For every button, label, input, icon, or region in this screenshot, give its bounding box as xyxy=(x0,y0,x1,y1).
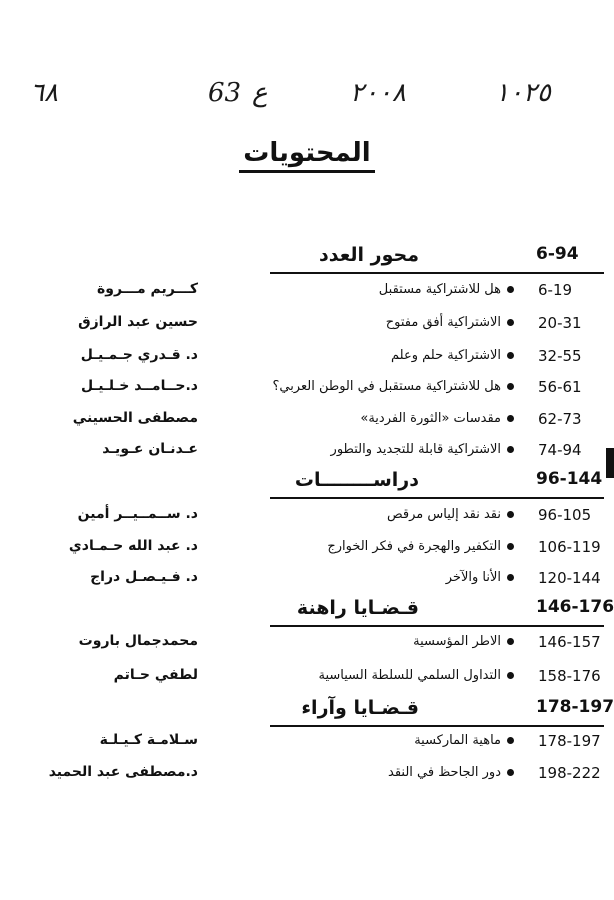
handwritten-catalog-number: ١٠٢٥ xyxy=(495,78,551,108)
section-pages: 146-176 xyxy=(536,597,614,617)
toc-entry xyxy=(0,506,614,532)
entry-title xyxy=(327,539,514,554)
toc-section xyxy=(0,244,614,274)
toc-section xyxy=(0,697,614,727)
toc-entry xyxy=(0,667,614,693)
entry-pages: 62-73 xyxy=(538,410,582,428)
toc-entry xyxy=(0,732,614,758)
page-title xyxy=(0,138,614,173)
section-pages: 6-94 xyxy=(536,244,579,264)
entry-pages: 56-61 xyxy=(538,378,582,396)
entry-author: عـدنـان عـويـد xyxy=(102,441,198,457)
section-underline xyxy=(270,725,604,727)
toc-entry xyxy=(0,569,614,595)
entry-title-text: الاطر المؤسسية xyxy=(413,634,501,649)
section-underline xyxy=(270,497,604,499)
handwritten-issue-letter: ع xyxy=(252,78,268,108)
entry-title-text: التداول السلمي للسلطة السياسية xyxy=(318,668,501,683)
entry-pages: 20-31 xyxy=(538,314,582,332)
page-title-text: المحتويات xyxy=(239,138,374,173)
entry-author: د.حــامــد خـلـيـل xyxy=(81,378,198,394)
toc-entry xyxy=(0,378,614,404)
entry-pages: 146-157 xyxy=(538,633,601,651)
toc-entry xyxy=(0,538,614,564)
toc-entry xyxy=(0,764,614,790)
section-underline xyxy=(270,625,604,627)
entry-title-text: الاشتراكية حلم وعلم xyxy=(391,348,501,363)
entry-title-text: التكفير والهجرة في فكر الخوارج xyxy=(327,539,501,554)
section-pages: 178-197 xyxy=(536,697,614,717)
bullet-icon xyxy=(507,352,514,359)
toc-section xyxy=(0,597,614,627)
bullet-icon xyxy=(507,543,514,550)
toc-entry xyxy=(0,314,614,340)
entry-title-text: الأنا والآخر xyxy=(445,570,501,585)
entry-title-text: الاشتراكية قابلة للتجديد والتطور xyxy=(330,442,501,457)
toc-section xyxy=(0,469,614,499)
entry-title-text: هل للاشتراكية مستقبل في الوطن العربي؟ xyxy=(272,379,501,394)
bullet-icon xyxy=(507,319,514,326)
entry-author: د. قـدري جـمـيـل xyxy=(80,347,198,363)
section-title: محور العدد xyxy=(318,244,419,266)
scan-edge-mark xyxy=(606,448,614,478)
bullet-icon xyxy=(507,769,514,776)
entry-author: د.مصطفى عبد الحميد xyxy=(48,764,198,780)
section-pages: 96-144 xyxy=(536,469,603,489)
entry-title-text: مقدسات «الثورة الفردية» xyxy=(360,411,501,426)
section-underline xyxy=(270,272,604,274)
toc-entry xyxy=(0,410,614,436)
entry-pages: 32-55 xyxy=(538,347,582,365)
entry-title xyxy=(331,442,514,457)
entry-pages: 178-197 xyxy=(538,732,601,750)
entry-title xyxy=(386,315,514,330)
entry-pages: 74-94 xyxy=(538,441,582,459)
entry-pages: 106-119 xyxy=(538,538,601,556)
entry-author: د. ســمــيــر أمين xyxy=(77,506,198,522)
bullet-icon xyxy=(507,446,514,453)
entry-title xyxy=(413,634,514,649)
entry-title-text: دور الجاحظ في النقد xyxy=(388,765,501,780)
bullet-icon xyxy=(507,286,514,293)
entry-pages: 96-105 xyxy=(538,506,592,524)
toc-entry xyxy=(0,281,614,307)
entry-author: حسين عبد الرازق xyxy=(78,314,198,330)
entry-pages: 158-176 xyxy=(538,667,601,685)
toc-entry xyxy=(0,441,614,467)
bullet-icon xyxy=(507,383,514,390)
handwritten-issue-number: 63 xyxy=(208,78,242,108)
entry-pages: 6-19 xyxy=(538,281,573,299)
entry-title-text: ماهية الماركسية xyxy=(414,733,501,748)
entry-title xyxy=(272,379,514,394)
entry-title xyxy=(446,570,514,585)
entry-pages: 198-222 xyxy=(538,764,601,782)
bullet-icon xyxy=(507,415,514,422)
entry-title xyxy=(360,411,514,426)
bullet-icon xyxy=(507,672,514,679)
entry-title xyxy=(391,348,514,363)
handwritten-page-number: ٦٨ xyxy=(30,78,58,108)
entry-title xyxy=(387,507,514,522)
entry-author: سـلامـة كـيـلـة xyxy=(99,732,198,748)
section-title: قـضـايا وآراء xyxy=(301,697,419,719)
entry-author: د. فـيـصـل دراج xyxy=(90,569,198,585)
entry-title xyxy=(318,668,514,683)
bullet-icon xyxy=(507,737,514,744)
entry-title xyxy=(414,733,514,748)
section-title: دراســــــــات xyxy=(294,469,419,491)
entry-author: لطفي حـاتم xyxy=(113,667,198,683)
handwritten-year: ٢٠٠٨ xyxy=(350,78,406,108)
entry-pages: 120-144 xyxy=(538,569,601,587)
entry-author: كـــريم مـــروة xyxy=(96,281,198,297)
entry-title-text: هل للاشتراكية مستقبل xyxy=(378,282,501,297)
entry-title xyxy=(388,765,514,780)
entry-title-text: الاشتراكية أفق مفتوح xyxy=(385,315,501,330)
entry-author: د. عبد الله حـمـادي xyxy=(68,538,198,554)
bullet-icon xyxy=(507,511,514,518)
entry-author: مصطفى الحسيني xyxy=(72,410,198,426)
entry-title xyxy=(379,282,514,297)
bullet-icon xyxy=(507,574,514,581)
entry-author: محمدجمال باروت xyxy=(78,633,198,649)
section-title: قـضـايا راهنة xyxy=(296,597,419,619)
toc-entry xyxy=(0,633,614,659)
toc-entry xyxy=(0,347,614,373)
entry-title-text: نقد نقد إلياس مرقص xyxy=(386,507,501,522)
bullet-icon xyxy=(507,638,514,645)
